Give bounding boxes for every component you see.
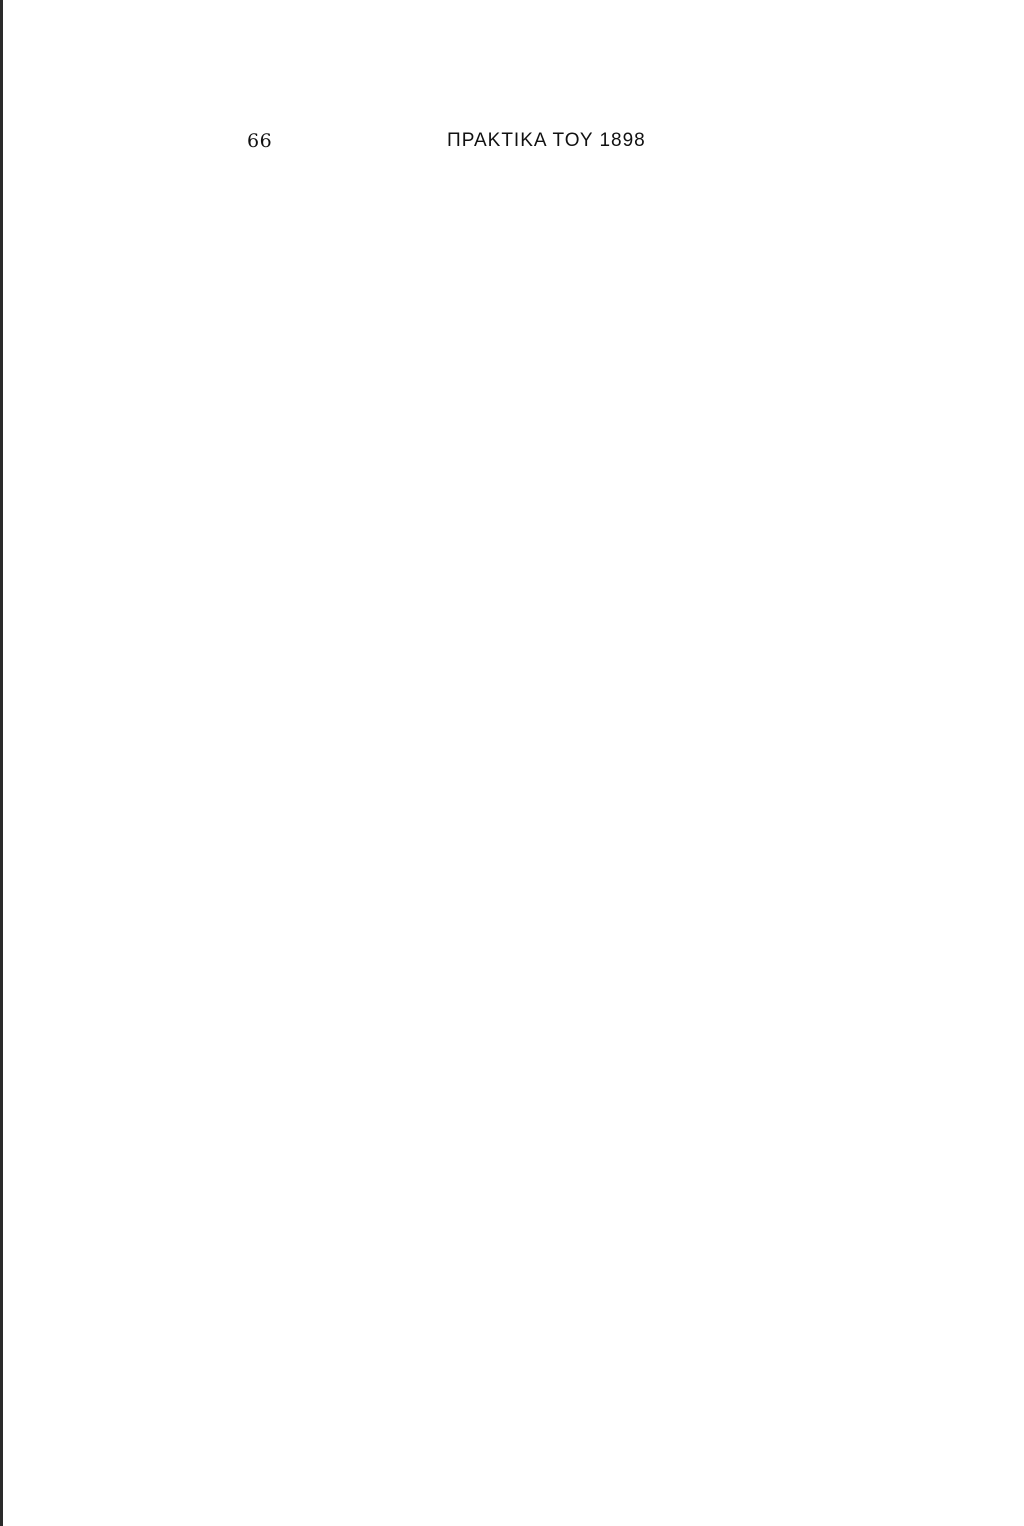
text-line bbox=[247, 193, 897, 223]
text-line bbox=[247, 305, 897, 335]
text-line bbox=[247, 1142, 897, 1172]
text-line bbox=[247, 528, 897, 558]
text-line bbox=[247, 332, 897, 362]
text-line bbox=[287, 863, 897, 893]
text-line bbox=[247, 472, 897, 502]
text-line bbox=[247, 1030, 897, 1060]
text-line bbox=[247, 751, 897, 781]
text-line bbox=[247, 723, 897, 753]
scan-border bbox=[0, 0, 3, 1526]
text-line bbox=[247, 388, 897, 418]
text-line bbox=[247, 639, 897, 669]
text-line bbox=[247, 1002, 897, 1032]
text-line bbox=[247, 779, 897, 809]
text-line bbox=[247, 360, 897, 390]
text-line bbox=[247, 946, 897, 976]
text-line bbox=[287, 1253, 897, 1283]
text-line bbox=[247, 444, 897, 474]
text-line bbox=[247, 918, 897, 948]
text-line bbox=[247, 221, 897, 251]
text-line bbox=[247, 500, 897, 530]
text-line bbox=[247, 1058, 897, 1088]
text-line bbox=[287, 1169, 897, 1199]
body-text bbox=[247, 165, 897, 1285]
text-line bbox=[287, 1086, 897, 1116]
text-line bbox=[247, 835, 897, 865]
text-line bbox=[247, 1225, 897, 1255]
text-line bbox=[247, 974, 897, 1004]
text-line bbox=[247, 611, 897, 641]
text-line bbox=[247, 807, 897, 837]
text-line bbox=[247, 165, 897, 195]
text-line bbox=[247, 416, 897, 446]
text-line bbox=[247, 1114, 897, 1144]
text-line bbox=[287, 667, 897, 697]
text-line bbox=[247, 1281, 897, 1311]
running-title: ΠΡΑΚΤΙΚΑ ΤΟΥ 1898 bbox=[447, 130, 646, 151]
text-line bbox=[247, 556, 897, 586]
text-line bbox=[247, 584, 897, 614]
text-line bbox=[247, 277, 897, 307]
text-line bbox=[247, 695, 897, 725]
text-line bbox=[247, 1197, 897, 1227]
running-header bbox=[247, 126, 897, 156]
text-line bbox=[247, 249, 897, 279]
text-line bbox=[247, 890, 897, 920]
page-number: 66 bbox=[247, 130, 273, 152]
